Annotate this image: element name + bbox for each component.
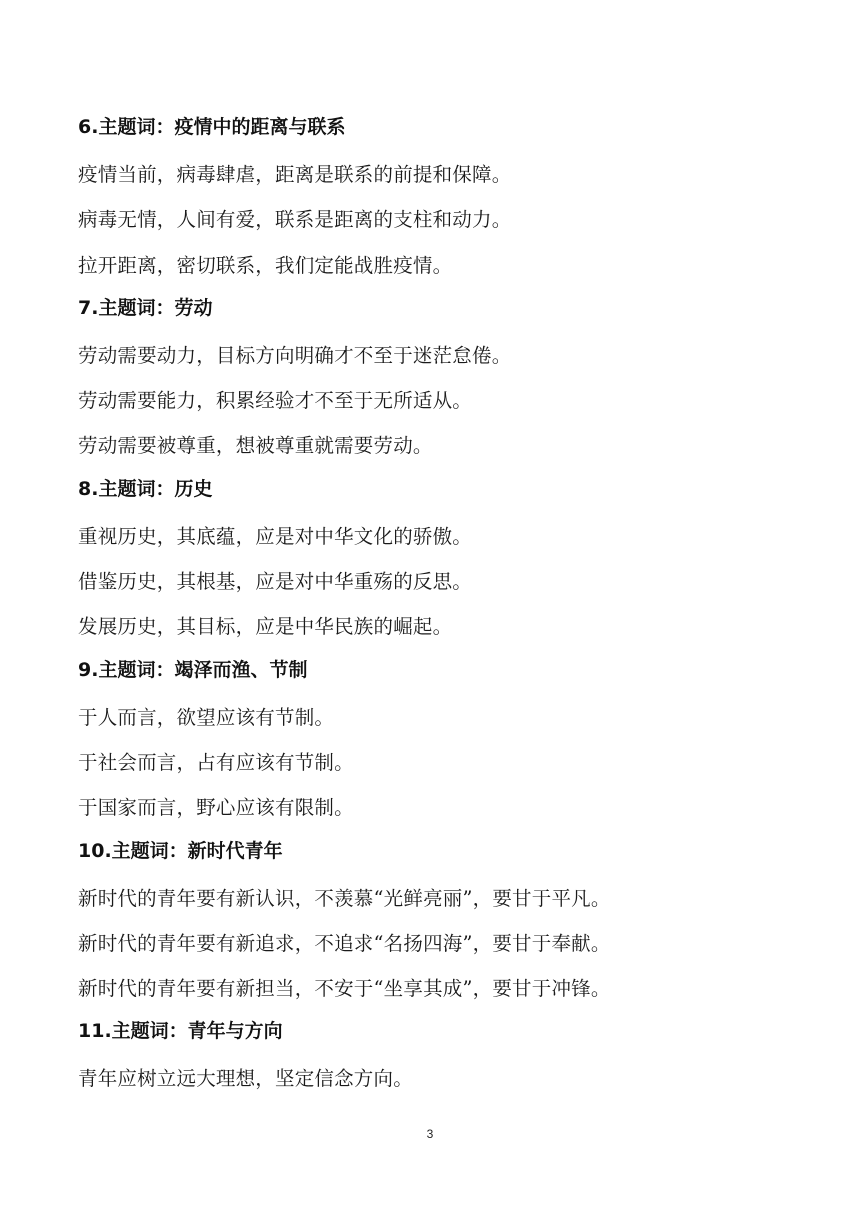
section-heading: 8.主题词：历史 <box>78 477 213 500</box>
section-heading: 11.主题词：青年与方向 <box>78 1020 283 1043</box>
section-7 <box>78 288 818 469</box>
section-heading: 6.主题词：疫情中的距离与联系 <box>78 116 346 138</box>
text-line: 劳动需要能力，积累经验才不至于无所适从。 <box>78 389 473 413</box>
text-line: 于人而言，欲望应该有节制。 <box>78 705 335 729</box>
text-line: 拉开距离，密切联系，我们定能战胜疫情。 <box>78 253 453 277</box>
text-line: 新时代的青年要有新认识，不羡慕“光鲜亮丽”，要甘于平凡。 <box>78 886 611 910</box>
page-content <box>78 107 818 1102</box>
section-heading: 10.主题词：新时代青年 <box>78 839 283 862</box>
text-line: 劳动需要被尊重，想被尊重就需要劳动。 <box>78 434 433 458</box>
section-6 <box>78 107 818 288</box>
text-line: 青年应树立远大理想，坚定信念方向。 <box>78 1067 413 1091</box>
text-line: 新时代的青年要有新担当，不安于“坐享其成”，要甘于冲锋。 <box>78 977 611 1001</box>
text-line: 劳动需要动力，目标方向明确才不至于迷茫怠倦。 <box>78 343 512 367</box>
section-10 <box>78 831 818 1012</box>
section-9 <box>78 650 818 831</box>
section-8 <box>78 469 818 650</box>
text-line: 借鉴历史，其根基，应是对中华重殇的反思。 <box>78 570 473 594</box>
text-line: 发展历史，其目标，应是中华民族的崛起。 <box>78 615 453 639</box>
text-line: 于社会而言，占有应该有节制。 <box>78 750 354 774</box>
text-line: 病毒无情，人间有爱，联系是距离的支柱和动力。 <box>78 208 512 232</box>
section-heading: 9.主题词：竭泽而渔、节制 <box>78 658 308 681</box>
section-heading: 7.主题词：劳动 <box>78 296 213 319</box>
text-line: 于国家而言，野心应该有限制。 <box>78 796 354 820</box>
text-line: 新时代的青年要有新追求，不追求“名扬四海”，要甘于奉献。 <box>78 931 611 955</box>
text-line: 疫情当前，病毒肆虐，距离是联系的前提和保障。 <box>78 163 512 186</box>
section-11 <box>78 1011 818 1101</box>
page-number: 3 <box>426 1127 434 1141</box>
text-line: 重视历史，其底蕴，应是对中华文化的骄傲。 <box>78 524 473 548</box>
